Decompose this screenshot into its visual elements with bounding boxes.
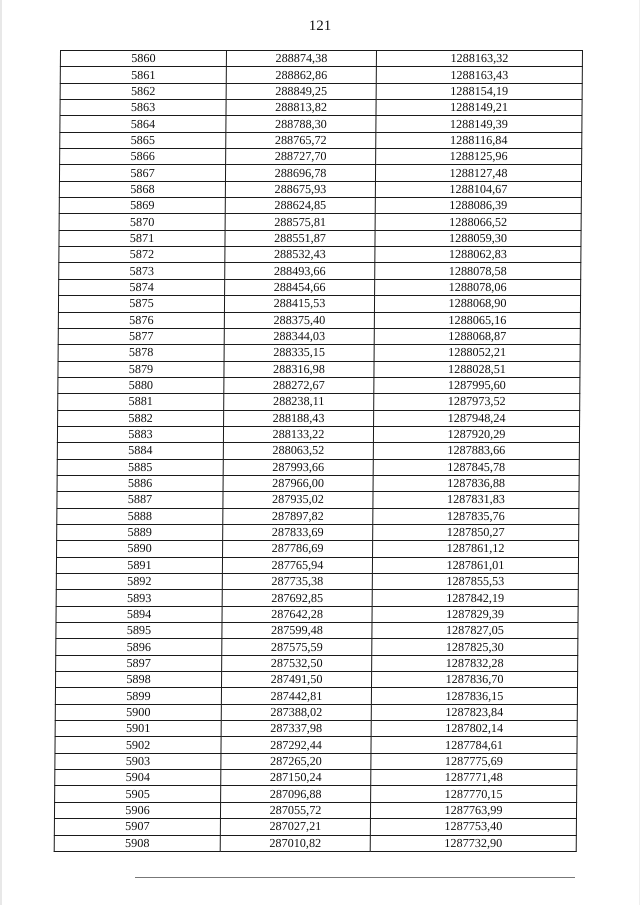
point-number-cell: 5860: [60, 51, 226, 67]
y-coordinate-cell: 1288086,39: [375, 198, 581, 214]
x-coordinate-cell: 288133,22: [223, 426, 373, 442]
table-row: [56, 557, 578, 573]
y-coordinate-cell: 1288068,90: [374, 296, 580, 312]
point-number-cell: 5872: [59, 247, 225, 263]
table-row: [56, 623, 578, 639]
x-coordinate-cell: 287966,00: [223, 475, 373, 491]
table-row: [59, 198, 581, 214]
x-coordinate-cell: 287096,88: [221, 786, 371, 802]
x-coordinate-cell: 288788,30: [226, 116, 376, 132]
point-number-cell: 5906: [54, 802, 220, 818]
table-row: [60, 67, 582, 83]
point-number-cell: 5875: [58, 296, 224, 312]
table-row: [58, 394, 580, 410]
x-coordinate-cell: 288532,43: [225, 247, 375, 263]
x-coordinate-cell: 288624,85: [225, 198, 375, 214]
x-coordinate-cell: 288675,93: [225, 181, 375, 197]
point-number-cell: 5894: [56, 606, 222, 622]
table-row: [58, 345, 580, 361]
x-coordinate-cell: 287642,28: [222, 606, 372, 622]
y-coordinate-cell: 1287753,40: [370, 819, 576, 835]
y-coordinate-cell: 1287842,19: [372, 590, 578, 606]
y-coordinate-cell: 1288052,21: [374, 345, 580, 361]
point-number-cell: 5900: [55, 704, 221, 720]
y-coordinate-cell: 1288078,58: [375, 263, 581, 279]
scan-left-edge: [0, 0, 2, 905]
y-coordinate-cell: 1287827,05: [372, 623, 578, 639]
y-coordinate-cell: 1287861,01: [372, 557, 578, 573]
table-row: [60, 51, 582, 67]
point-number-cell: 5862: [60, 83, 226, 99]
table-row: [58, 312, 580, 328]
point-number-cell: 5885: [57, 459, 223, 475]
x-coordinate-cell: 287993,66: [223, 459, 373, 475]
table-row: [60, 149, 582, 165]
y-coordinate-cell: 1288154,19: [376, 83, 582, 99]
x-coordinate-cell: 288551,87: [225, 230, 375, 246]
table-row: [58, 328, 580, 344]
table-row: [55, 704, 577, 720]
y-coordinate-cell: 1288163,32: [376, 51, 582, 67]
x-coordinate-cell: 288188,43: [224, 410, 374, 426]
x-coordinate-cell: 288862,86: [226, 67, 376, 83]
x-coordinate-cell: 287692,85: [222, 590, 372, 606]
point-number-cell: 5893: [56, 590, 222, 606]
x-coordinate-cell: 288727,70: [226, 149, 376, 165]
x-coordinate-cell: 287532,50: [222, 655, 372, 671]
x-coordinate-cell: 287599,48: [222, 623, 372, 639]
point-number-cell: 5905: [55, 786, 221, 802]
point-number-cell: 5873: [59, 263, 225, 279]
point-number-cell: 5892: [56, 574, 222, 590]
y-coordinate-cell: 1288163,43: [376, 67, 582, 83]
coordinates-table-container: [54, 50, 582, 850]
y-coordinate-cell: 1287825,30: [372, 639, 578, 655]
point-number-cell: 5869: [59, 198, 225, 214]
table-row: [55, 672, 577, 688]
coordinates-table: [54, 50, 583, 852]
x-coordinate-cell: 287442,81: [221, 688, 371, 704]
table-row: [57, 492, 579, 508]
x-coordinate-cell: 288344,03: [224, 328, 374, 344]
point-number-cell: 5871: [59, 230, 225, 246]
point-number-cell: 5876: [58, 312, 224, 328]
table-row: [57, 443, 579, 459]
point-number-cell: 5898: [55, 672, 221, 688]
table-row: [56, 606, 578, 622]
page-number: 121: [308, 18, 332, 34]
bottom-rule: [135, 877, 575, 878]
x-coordinate-cell: 287292,44: [221, 737, 371, 753]
x-coordinate-cell: 288765,72: [226, 132, 376, 148]
x-coordinate-cell: 288415,53: [224, 296, 374, 312]
table-row: [55, 688, 577, 704]
point-number-cell: 5882: [58, 410, 224, 426]
point-number-cell: 5870: [59, 214, 225, 230]
y-coordinate-cell: 1288065,16: [374, 312, 580, 328]
point-number-cell: 5896: [56, 639, 222, 655]
table-row: [58, 296, 580, 312]
table-row: [59, 230, 581, 246]
x-coordinate-cell: 288272,67: [224, 377, 374, 393]
point-number-cell: 5886: [57, 475, 223, 491]
point-number-cell: 5866: [60, 149, 226, 165]
point-number-cell: 5901: [55, 721, 221, 737]
point-number-cell: 5877: [58, 328, 224, 344]
y-coordinate-cell: 1287995,60: [374, 377, 580, 393]
y-coordinate-cell: 1287855,53: [372, 574, 578, 590]
table-row: [55, 753, 577, 769]
table-row: [57, 524, 579, 540]
point-number-cell: 5907: [54, 819, 220, 835]
y-coordinate-cell: 1288149,21: [376, 100, 582, 116]
x-coordinate-cell: 288849,25: [226, 83, 376, 99]
y-coordinate-cell: 1287973,52: [374, 394, 580, 410]
x-coordinate-cell: 288063,52: [223, 443, 373, 459]
x-coordinate-cell: 287491,50: [221, 672, 371, 688]
point-number-cell: 5899: [55, 688, 221, 704]
x-coordinate-cell: 288335,15: [224, 345, 374, 361]
x-coordinate-cell: 288454,66: [225, 279, 375, 295]
table-row: [59, 247, 581, 263]
x-coordinate-cell: 288238,11: [224, 394, 374, 410]
x-coordinate-cell: 288696,78: [225, 165, 375, 181]
point-number-cell: 5880: [58, 377, 224, 393]
x-coordinate-cell: 287055,72: [220, 802, 370, 818]
y-coordinate-cell: 1287802,14: [371, 721, 577, 737]
point-number-cell: 5868: [59, 181, 225, 197]
point-number-cell: 5863: [60, 100, 226, 116]
table-row: [57, 475, 579, 491]
y-coordinate-cell: 1287732,90: [370, 835, 576, 851]
y-coordinate-cell: 1287831,83: [373, 492, 579, 508]
x-coordinate-cell: 287337,98: [221, 721, 371, 737]
table-row: [59, 263, 581, 279]
x-coordinate-cell: 287265,20: [221, 753, 371, 769]
y-coordinate-cell: 1288149,39: [376, 116, 582, 132]
x-coordinate-cell: 287027,21: [220, 819, 370, 835]
x-coordinate-cell: 287765,94: [222, 557, 372, 573]
point-number-cell: 5891: [56, 557, 222, 573]
y-coordinate-cell: 1287948,24: [374, 410, 580, 426]
y-coordinate-cell: 1287775,69: [371, 753, 577, 769]
point-number-cell: 5888: [57, 508, 223, 524]
point-number-cell: 5874: [59, 279, 225, 295]
y-coordinate-cell: 1287784,61: [371, 737, 577, 753]
y-coordinate-cell: 1288059,30: [375, 230, 581, 246]
y-coordinate-cell: 1288066,52: [375, 214, 581, 230]
table-row: [59, 165, 581, 181]
y-coordinate-cell: 1287763,99: [370, 802, 576, 818]
table-row: [54, 835, 576, 851]
table-row: [59, 279, 581, 295]
point-number-cell: 5890: [57, 541, 223, 557]
table-row: [54, 802, 576, 818]
point-number-cell: 5895: [56, 623, 222, 639]
y-coordinate-cell: 1287771,48: [371, 770, 577, 786]
y-coordinate-cell: 1287845,78: [373, 459, 579, 475]
table-row: [58, 410, 580, 426]
y-coordinate-cell: 1287883,66: [373, 443, 579, 459]
point-number-cell: 5883: [57, 426, 223, 442]
point-number-cell: 5879: [58, 361, 224, 377]
x-coordinate-cell: 288813,82: [226, 100, 376, 116]
y-coordinate-cell: 1287836,70: [371, 672, 577, 688]
table-row: [55, 737, 577, 753]
point-number-cell: 5861: [60, 67, 226, 83]
x-coordinate-cell: 288874,38: [226, 51, 376, 67]
point-number-cell: 5904: [55, 770, 221, 786]
x-coordinate-cell: 288375,40: [224, 312, 374, 328]
y-coordinate-cell: 1287920,29: [373, 426, 579, 442]
point-number-cell: 5887: [57, 492, 223, 508]
x-coordinate-cell: 288493,66: [225, 263, 375, 279]
table-row: [58, 361, 580, 377]
y-coordinate-cell: 1288104,67: [375, 181, 581, 197]
point-number-cell: 5867: [59, 165, 225, 181]
y-coordinate-cell: 1288068,87: [374, 328, 580, 344]
table-row: [56, 655, 578, 671]
y-coordinate-cell: 1288127,48: [375, 165, 581, 181]
table-row: [57, 541, 579, 557]
y-coordinate-cell: 1287829,39: [372, 606, 578, 622]
x-coordinate-cell: 287735,38: [222, 574, 372, 590]
x-coordinate-cell: 288316,98: [224, 361, 374, 377]
table-row: [55, 721, 577, 737]
table-row: [59, 214, 581, 230]
point-number-cell: 5884: [57, 443, 223, 459]
table-row: [56, 574, 578, 590]
point-number-cell: 5864: [60, 116, 226, 132]
table-row: [60, 116, 582, 132]
x-coordinate-cell: 287575,59: [222, 639, 372, 655]
y-coordinate-cell: 1288028,51: [374, 361, 580, 377]
table-row: [58, 377, 580, 393]
y-coordinate-cell: 1287861,12: [373, 541, 579, 557]
point-number-cell: 5897: [56, 655, 222, 671]
y-coordinate-cell: 1287836,15: [371, 688, 577, 704]
point-number-cell: 5903: [55, 753, 221, 769]
y-coordinate-cell: 1287832,28: [372, 655, 578, 671]
x-coordinate-cell: 287388,02: [221, 704, 371, 720]
y-coordinate-cell: 1287823,84: [371, 704, 577, 720]
y-coordinate-cell: 1288116,84: [376, 132, 582, 148]
table-row: [57, 459, 579, 475]
y-coordinate-cell: 1288125,96: [376, 149, 582, 165]
table-row: [60, 132, 582, 148]
coordinates-table-body: [54, 51, 582, 852]
y-coordinate-cell: 1288062,83: [375, 247, 581, 263]
table-row: [55, 770, 577, 786]
point-number-cell: 5908: [54, 835, 220, 851]
x-coordinate-cell: 288575,81: [225, 214, 375, 230]
y-coordinate-cell: 1287850,27: [373, 524, 579, 540]
y-coordinate-cell: 1288078,06: [375, 279, 581, 295]
table-row: [56, 639, 578, 655]
point-number-cell: 5902: [55, 737, 221, 753]
x-coordinate-cell: 287833,69: [223, 524, 373, 540]
y-coordinate-cell: 1287770,15: [371, 786, 577, 802]
y-coordinate-cell: 1287835,76: [373, 508, 579, 524]
point-number-cell: 5878: [58, 345, 224, 361]
x-coordinate-cell: 287897,82: [223, 508, 373, 524]
y-coordinate-cell: 1287836,88: [373, 475, 579, 491]
point-number-cell: 5865: [60, 132, 226, 148]
x-coordinate-cell: 287150,24: [221, 770, 371, 786]
table-row: [57, 508, 579, 524]
x-coordinate-cell: 287786,69: [223, 541, 373, 557]
x-coordinate-cell: 287010,82: [220, 835, 370, 851]
table-row: [55, 786, 577, 802]
table-row: [56, 590, 578, 606]
point-number-cell: 5889: [57, 524, 223, 540]
point-number-cell: 5881: [58, 394, 224, 410]
table-row: [57, 426, 579, 442]
table-row: [60, 83, 582, 99]
table-row: [59, 181, 581, 197]
table-row: [54, 819, 576, 835]
table-row: [60, 100, 582, 116]
x-coordinate-cell: 287935,02: [223, 492, 373, 508]
